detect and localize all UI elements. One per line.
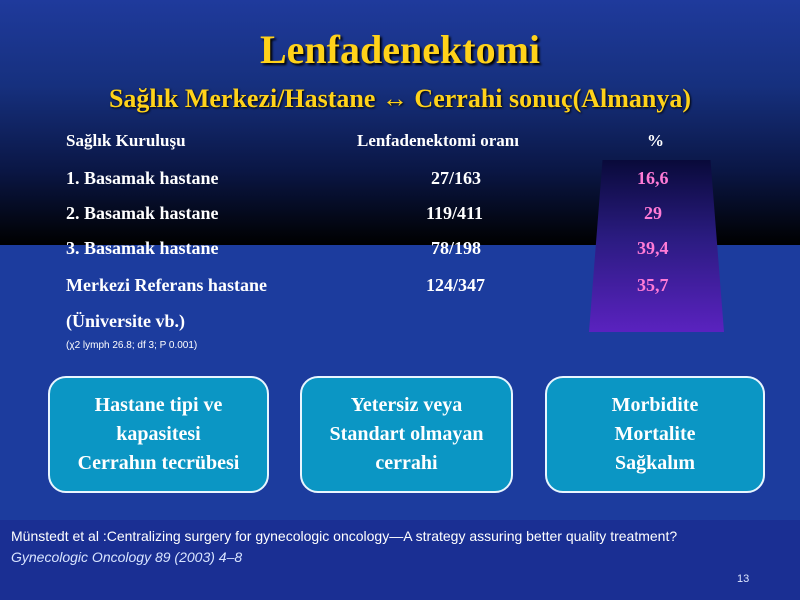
table-row-4-label: Merkezi Referans hastane <box>66 275 267 295</box>
reference-journal: Gynecologic Oncology 89 (2003) 4–8 <box>11 549 243 565</box>
statistic-note: (χ2 lymph 26.8; df 3; P 0.001) <box>66 340 198 351</box>
box-hospital-type-line-1: Hastane tipi ve <box>94 394 223 416</box>
box-outcomes <box>545 376 765 493</box>
reference-citation: Münstedt et al :Centralizing surgery for gynecologic oncology—A strategy assuring better quality treatment? <box>11 528 678 544</box>
box-outcomes-line-2: Mortalite <box>614 423 696 445</box>
table-row-4-ratio: 124/347 <box>426 275 486 295</box>
box-outcomes-line-3: Sağkalım <box>614 452 696 474</box>
slide-title: Lenfadenektomi <box>260 27 540 72</box>
table-header-institution: Sağlık Kuruluşu <box>66 131 186 150</box>
box-outcomes-line-1: Morbidite <box>611 394 699 416</box>
table-header-percent: % <box>647 131 664 150</box>
table-row-4-label-continuation: (Üniversite vb.) <box>66 311 185 331</box>
table-row-2-percent: 29 <box>644 203 662 223</box>
box-surgery-quality-line-1: Yetersiz veya <box>350 394 463 416</box>
slide-subtitle: Sağlık Merkezi/Hastane ↔ Cerrahi sonuç(Almanya) <box>108 84 692 113</box>
page-number: 13 <box>737 573 750 585</box>
box-surgery-quality-line-3: cerrahi <box>375 452 438 474</box>
box-hospital-type-line-3: Cerrahın tecrübesi <box>77 452 240 474</box>
table-row-3-label: 3. Basamak hastane <box>66 238 219 258</box>
table-row-3-percent: 39,4 <box>637 238 669 258</box>
table-row-1-ratio: 27/163 <box>431 168 482 188</box>
box-hospital-type <box>48 376 269 493</box>
box-hospital-type-line-2: kapasitesi <box>116 423 201 445</box>
table-header-ratio: Lenfadenektomi oranı <box>357 131 519 150</box>
table-row-1-label: 1. Basamak hastane <box>66 168 219 188</box>
box-surgery-quality-line-2: Standart olmayan <box>329 423 484 445</box>
table-row-2-ratio: 119/411 <box>426 203 484 223</box>
table-row-4-percent: 35,7 <box>637 275 669 295</box>
table-row-3-ratio: 78/198 <box>431 238 482 258</box>
box-surgery-quality <box>300 376 513 493</box>
table-row-2-label: 2. Basamak hastane <box>66 203 219 223</box>
table-row-1-percent: 16,6 <box>637 168 669 188</box>
